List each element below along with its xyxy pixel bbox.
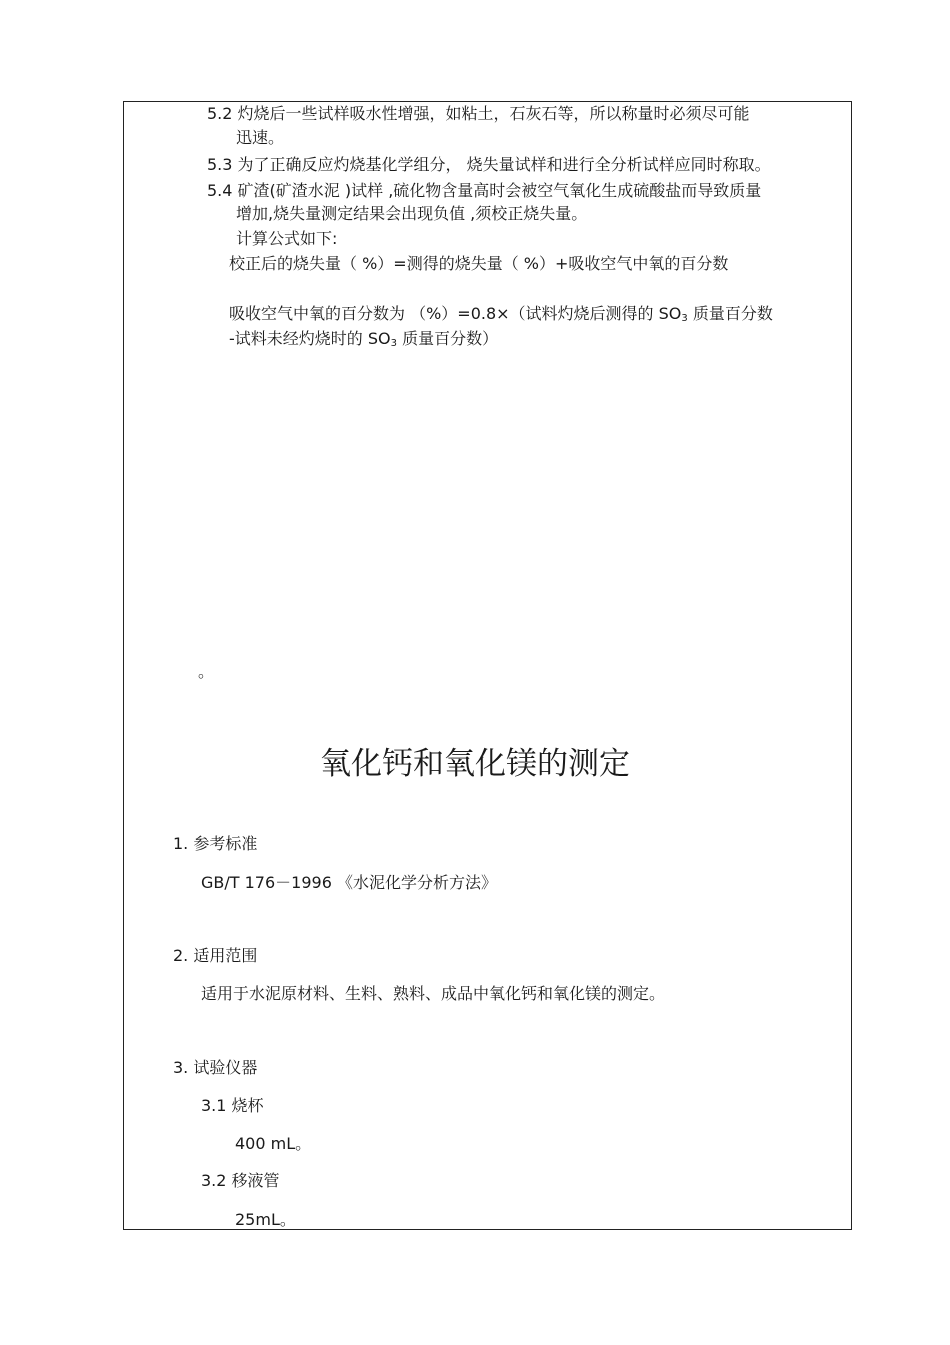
para-5-3: 5.3 为了正确反应灼烧基化学组分， 烧失量试样和进行全分析试样应同时称取。 bbox=[207, 155, 771, 174]
section-3-2-value: 25mL。 bbox=[235, 1210, 296, 1229]
section-2-body: 适用于水泥原材料、生料、熟料、成品中氧化钙和氧化镁的测定。 bbox=[201, 984, 666, 1003]
section-3-2: 3.2 移液管 bbox=[201, 1171, 280, 1190]
formula-line3: -试料未经灼烧时的 $SO_3$ 质量百分数） bbox=[229, 329, 499, 349]
section-1-body: GB/T 176－1996 《水泥化学分析方法》 bbox=[201, 873, 497, 892]
formula-intro: 计算公式如下: bbox=[236, 229, 338, 248]
section-1-heading: 1. 参考标准 bbox=[173, 834, 258, 853]
section-3-1-value: 400 mL。 bbox=[235, 1134, 312, 1153]
para-5-4-line1: 5.4 矿渣(矿渣水泥 )试样 ,硫化物含量高时会被空气氧化生成硫酸盐而导致质量 bbox=[207, 181, 762, 200]
formula-line1: 校正后的烧失量（ %）=测得的烧失量（ %）+吸收空气中氧的百分数 bbox=[229, 254, 729, 273]
para-5-2-line2: 迅速。 bbox=[236, 128, 285, 147]
formula-line2: 吸收空气中氧的百分数为 （%）=0.8×（试料灼烧后测得的 $SO_3$ 质量百分数 bbox=[229, 304, 773, 324]
doc-title: 氧化钙和氧化镁的测定 bbox=[320, 746, 630, 782]
para-5-4-line2: 增加,烧失量测定结果会出现负值 ,须校正烧失量。 bbox=[236, 204, 588, 223]
stray-period: 。 bbox=[198, 662, 215, 681]
para-5-2-line1: 5.2 灼烧后一些试样吸水性增强，如粘土，石灰石等，所以称量时必须尽可能 bbox=[207, 104, 750, 123]
section-3-1: 3.1 烧杯 bbox=[201, 1096, 264, 1115]
section-2-heading: 2. 适用范围 bbox=[173, 946, 258, 965]
section-3-heading: 3. 试验仪器 bbox=[173, 1058, 258, 1077]
